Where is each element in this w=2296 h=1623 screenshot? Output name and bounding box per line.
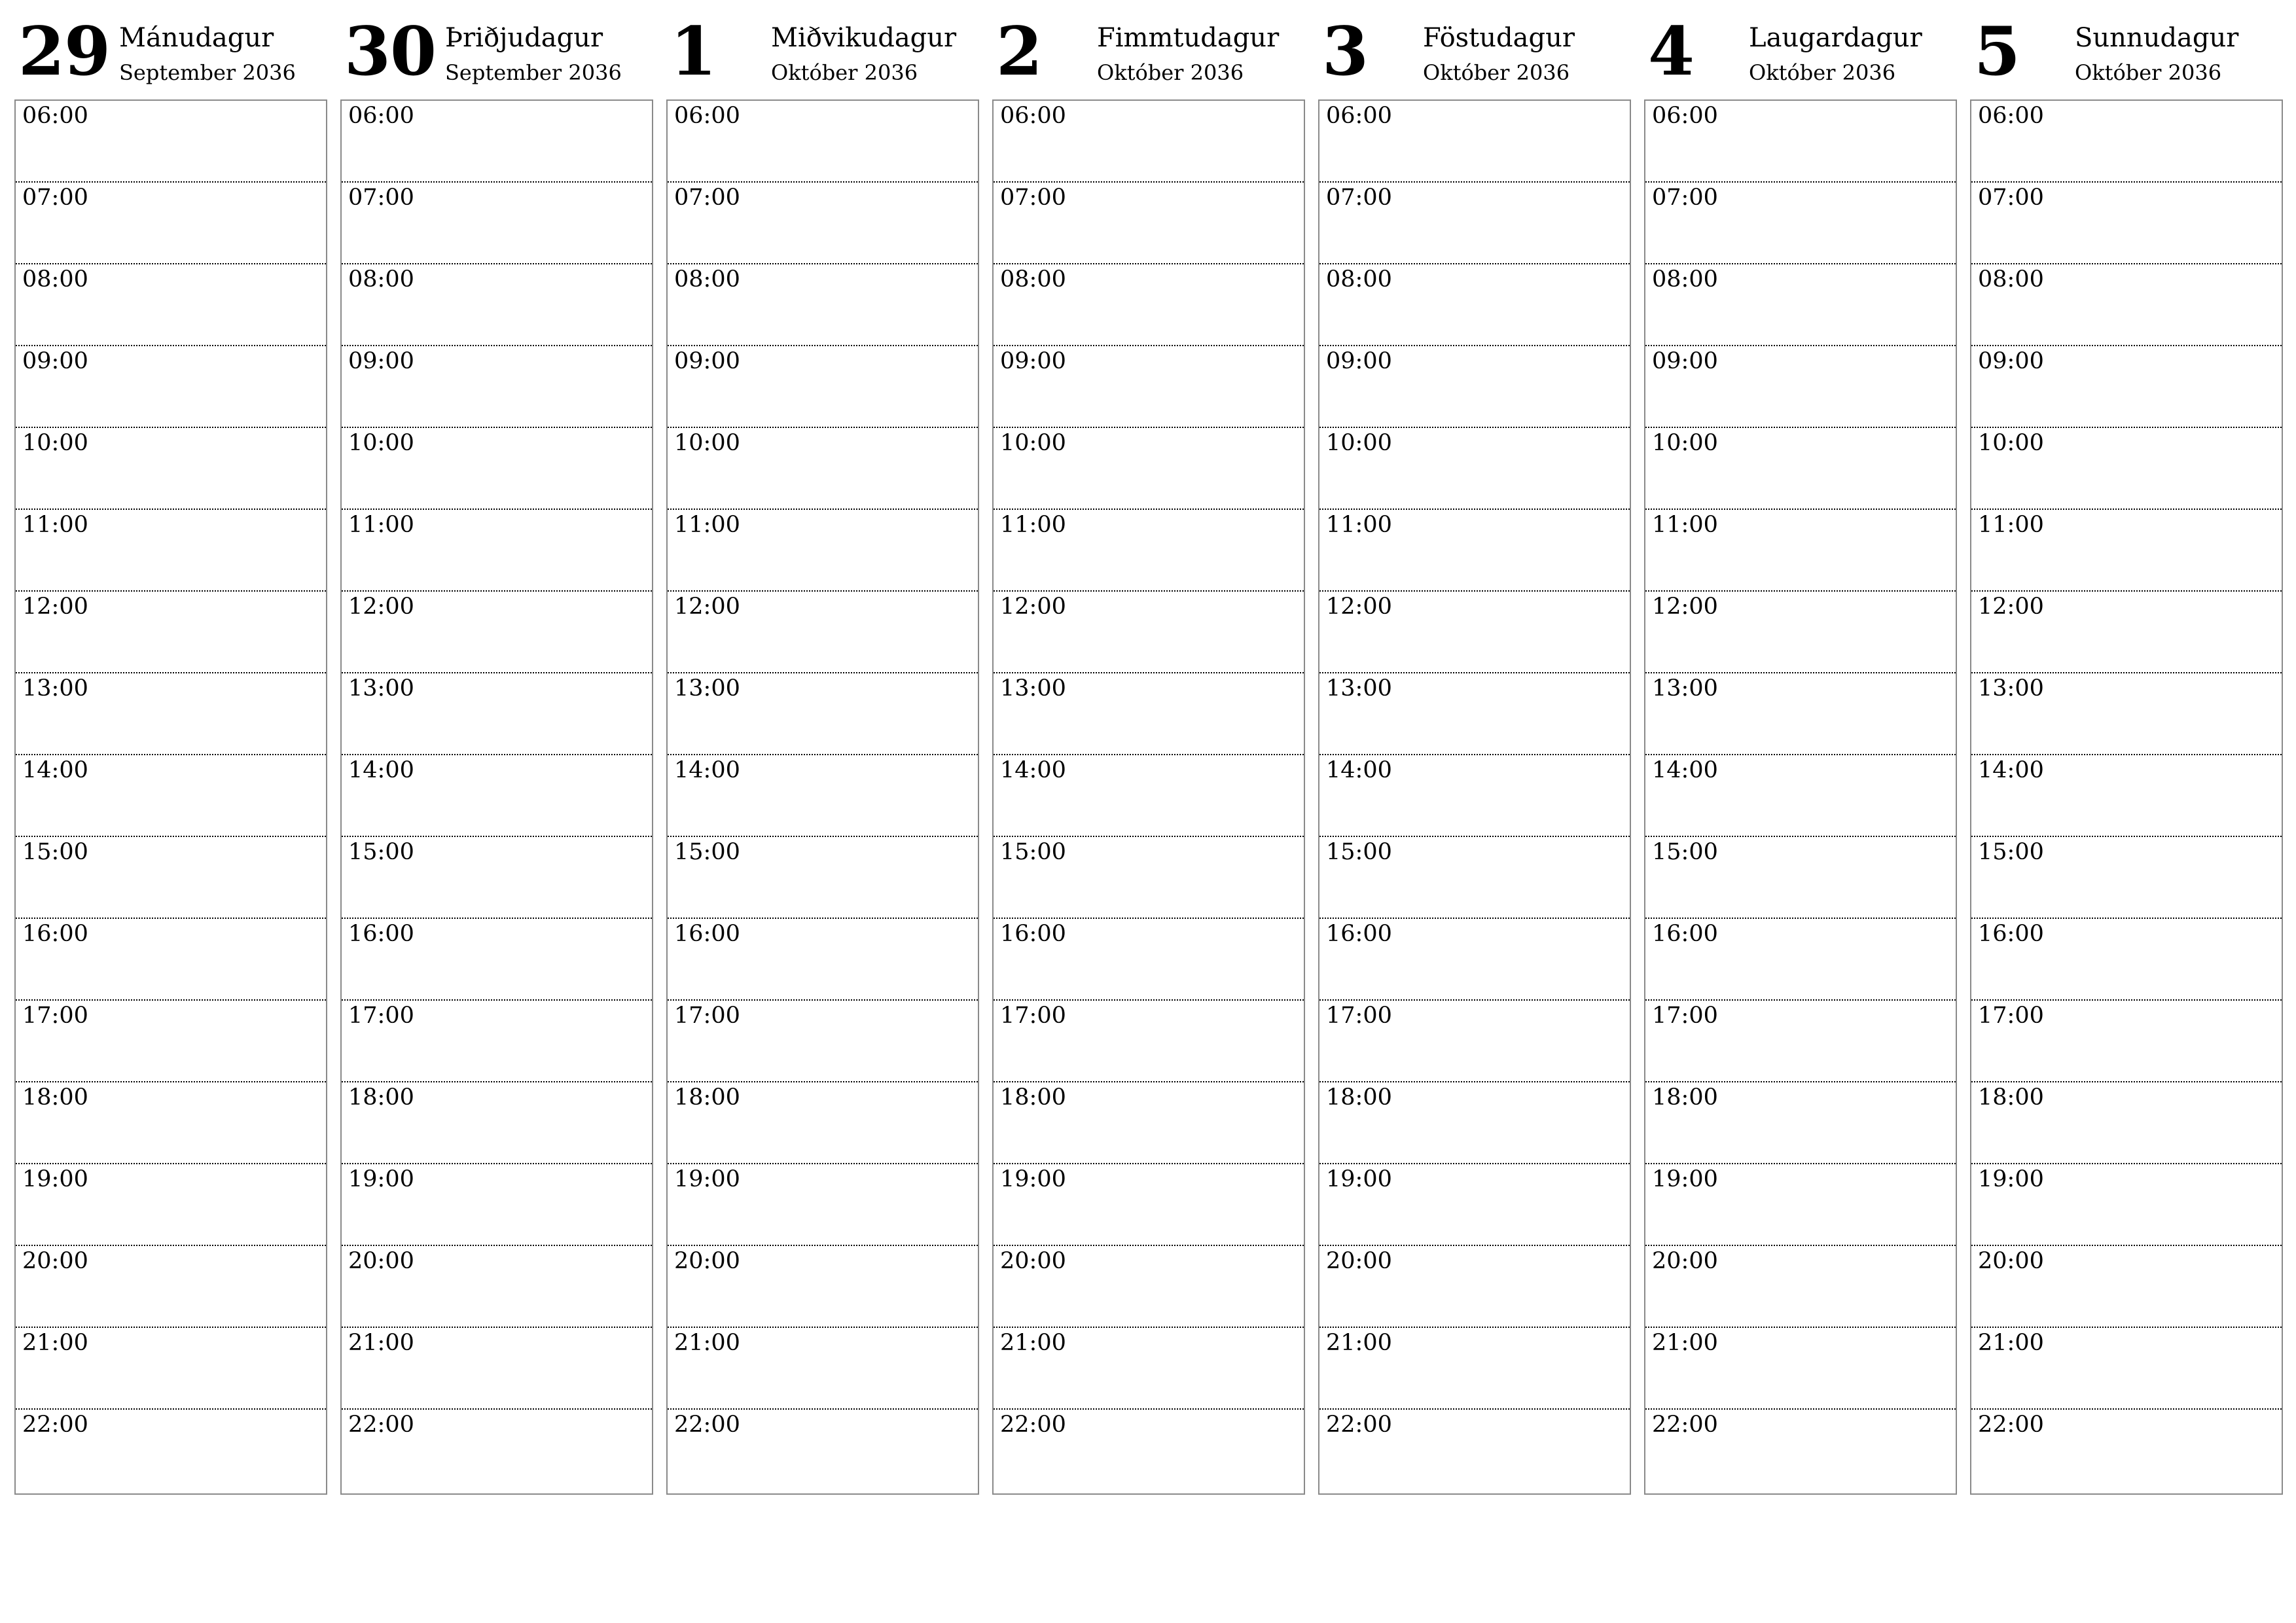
hour-slot[interactable] xyxy=(1971,919,2282,1001)
hour-slot[interactable] xyxy=(994,1328,1304,1410)
hour-label: 17:00 xyxy=(1326,1003,1392,1029)
hour-slot[interactable] xyxy=(16,510,326,592)
hour-slot[interactable] xyxy=(1971,1001,2282,1082)
hour-slot[interactable] xyxy=(994,1082,1304,1164)
hour-label: 13:00 xyxy=(674,675,740,702)
hour-label: 09:00 xyxy=(674,348,740,374)
hour-slot[interactable] xyxy=(1645,1246,1956,1328)
hour-slot[interactable] xyxy=(16,1328,326,1410)
hour-label: 15:00 xyxy=(348,839,414,865)
hour-slot[interactable] xyxy=(342,428,652,510)
hour-slot[interactable] xyxy=(668,101,978,183)
hour-slot[interactable] xyxy=(342,183,652,264)
hour-slot[interactable] xyxy=(1319,428,1630,510)
hour-slot[interactable] xyxy=(1319,1082,1630,1164)
hour-label: 22:00 xyxy=(348,1412,414,1438)
hour-slot[interactable] xyxy=(1971,346,2282,428)
hour-label: 11:00 xyxy=(1978,512,2044,538)
hour-label: 21:00 xyxy=(674,1330,740,1356)
hour-label: 08:00 xyxy=(1978,266,2044,293)
month-year-label: September 2036 xyxy=(445,60,622,85)
hour-label: 15:00 xyxy=(22,839,88,865)
hour-label: 17:00 xyxy=(1978,1003,2044,1029)
hour-slot[interactable] xyxy=(1319,1001,1630,1082)
day-header xyxy=(992,14,1305,99)
hour-slot[interactable] xyxy=(16,183,326,264)
hour-slot[interactable] xyxy=(994,919,1304,1001)
hour-slot[interactable] xyxy=(1645,837,1956,919)
hour-label: 08:00 xyxy=(674,266,740,293)
weekday-name: Fimmtudagur xyxy=(1097,23,1280,53)
hour-slot[interactable] xyxy=(668,1328,978,1410)
hour-label: 15:00 xyxy=(1652,839,1718,865)
day-number: 1 xyxy=(670,12,716,91)
hour-slot[interactable] xyxy=(994,592,1304,673)
hour-slot[interactable] xyxy=(1645,183,1956,264)
hour-slot[interactable] xyxy=(994,755,1304,837)
day-schedule-box xyxy=(1970,99,2283,1495)
hour-slot[interactable] xyxy=(668,1001,978,1082)
hour-slot[interactable] xyxy=(994,101,1304,183)
hour-label: 16:00 xyxy=(1978,921,2044,947)
hour-slot[interactable] xyxy=(994,1246,1304,1328)
hour-slot[interactable] xyxy=(1645,346,1956,428)
hour-slot[interactable] xyxy=(342,510,652,592)
hour-label: 21:00 xyxy=(1978,1330,2044,1356)
hour-slot[interactable] xyxy=(16,1410,326,1491)
hour-label: 18:00 xyxy=(1978,1084,2044,1111)
month-year-label: Október 2036 xyxy=(2075,60,2222,85)
day-number: 5 xyxy=(1974,12,2020,91)
hour-slot[interactable] xyxy=(994,1410,1304,1491)
hour-label: 07:00 xyxy=(1326,185,1392,211)
hour-slot[interactable] xyxy=(16,346,326,428)
hour-slot[interactable] xyxy=(342,673,652,755)
hour-slot[interactable] xyxy=(342,1246,652,1328)
hour-slot[interactable] xyxy=(668,183,978,264)
hour-label: 10:00 xyxy=(1326,430,1392,456)
day-number: 4 xyxy=(1648,12,1694,91)
hour-label: 08:00 xyxy=(22,266,88,293)
hour-label: 21:00 xyxy=(348,1330,414,1356)
hour-label: 10:00 xyxy=(674,430,740,456)
day-number: 2 xyxy=(996,12,1042,91)
day-schedule-box xyxy=(14,99,327,1495)
day-column xyxy=(1970,14,2283,1500)
hour-label: 18:00 xyxy=(1326,1084,1392,1111)
hour-slot[interactable] xyxy=(1319,1164,1630,1246)
weekday-name: Miðvikudagur xyxy=(771,23,957,53)
hour-slot[interactable] xyxy=(1319,919,1630,1001)
hour-label: 07:00 xyxy=(22,185,88,211)
hour-slot[interactable] xyxy=(342,1328,652,1410)
month-year-label: September 2036 xyxy=(119,60,296,85)
hour-slot[interactable] xyxy=(1319,264,1630,346)
day-schedule-box xyxy=(1644,99,1957,1495)
hour-slot[interactable] xyxy=(342,755,652,837)
hour-label: 18:00 xyxy=(1000,1084,1066,1111)
hour-slot[interactable] xyxy=(668,510,978,592)
day-schedule-box xyxy=(1318,99,1631,1495)
day-number: 30 xyxy=(344,12,436,91)
hour-label: 20:00 xyxy=(22,1248,88,1274)
hour-label: 08:00 xyxy=(1652,266,1718,293)
hour-slot[interactable] xyxy=(1645,592,1956,673)
hour-slot[interactable] xyxy=(668,837,978,919)
hour-label: 22:00 xyxy=(1000,1412,1066,1438)
hour-label: 06:00 xyxy=(1978,103,2044,129)
hour-label: 06:00 xyxy=(1326,103,1392,129)
weekly-planner xyxy=(14,14,2291,1500)
hour-slot[interactable] xyxy=(16,837,326,919)
day-number: 3 xyxy=(1322,12,1368,91)
hour-label: 09:00 xyxy=(22,348,88,374)
hour-slot[interactable] xyxy=(1645,510,1956,592)
hour-slot[interactable] xyxy=(668,1164,978,1246)
hour-label: 13:00 xyxy=(1978,675,2044,702)
hour-slot[interactable] xyxy=(668,346,978,428)
hour-slot[interactable] xyxy=(1319,755,1630,837)
hour-slot[interactable] xyxy=(1645,755,1956,837)
day-column xyxy=(14,14,327,1500)
hour-slot[interactable] xyxy=(1971,755,2282,837)
hour-label: 21:00 xyxy=(22,1330,88,1356)
hour-label: 18:00 xyxy=(1652,1084,1718,1111)
hour-label: 19:00 xyxy=(674,1166,740,1192)
hour-label: 13:00 xyxy=(1326,675,1392,702)
hour-label: 19:00 xyxy=(348,1166,414,1192)
hour-slot[interactable] xyxy=(1645,1410,1956,1491)
hour-label: 20:00 xyxy=(1978,1248,2044,1274)
hour-slot[interactable] xyxy=(668,1246,978,1328)
hour-slot[interactable] xyxy=(668,755,978,837)
hour-label: 10:00 xyxy=(348,430,414,456)
hour-slot[interactable] xyxy=(16,592,326,673)
hour-label: 16:00 xyxy=(1000,921,1066,947)
hour-slot[interactable] xyxy=(342,1410,652,1491)
hour-label: 06:00 xyxy=(22,103,88,129)
hour-label: 08:00 xyxy=(1326,266,1392,293)
hour-slot[interactable] xyxy=(16,1164,326,1246)
hour-slot[interactable] xyxy=(1971,1164,2282,1246)
hour-slot[interactable] xyxy=(342,346,652,428)
hour-label: 19:00 xyxy=(1326,1166,1392,1192)
hour-slot[interactable] xyxy=(1319,183,1630,264)
hour-slot[interactable] xyxy=(668,673,978,755)
hour-slot[interactable] xyxy=(1319,346,1630,428)
hour-slot[interactable] xyxy=(342,1164,652,1246)
hour-label: 07:00 xyxy=(1652,185,1718,211)
hour-slot[interactable] xyxy=(994,1001,1304,1082)
hour-label: 12:00 xyxy=(674,594,740,620)
hour-label: 08:00 xyxy=(348,266,414,293)
hour-slot[interactable] xyxy=(16,1246,326,1328)
hour-label: 22:00 xyxy=(1978,1412,2044,1438)
hour-label: 09:00 xyxy=(1326,348,1392,374)
hour-slot[interactable] xyxy=(1971,428,2282,510)
hour-slot[interactable] xyxy=(16,1001,326,1082)
hour-slot[interactable] xyxy=(1971,264,2282,346)
hour-slot[interactable] xyxy=(994,673,1304,755)
hour-label: 06:00 xyxy=(348,103,414,129)
hour-label: 17:00 xyxy=(674,1003,740,1029)
hour-label: 11:00 xyxy=(348,512,414,538)
hour-label: 16:00 xyxy=(674,921,740,947)
hour-label: 21:00 xyxy=(1652,1330,1718,1356)
hour-slot[interactable] xyxy=(1645,264,1956,346)
hour-label: 14:00 xyxy=(1978,757,2044,783)
hour-label: 22:00 xyxy=(1652,1412,1718,1438)
day-header xyxy=(14,14,327,99)
hour-label: 15:00 xyxy=(1978,839,2044,865)
hour-label: 19:00 xyxy=(1000,1166,1066,1192)
hour-slot[interactable] xyxy=(1645,1001,1956,1082)
hour-label: 17:00 xyxy=(22,1003,88,1029)
day-header xyxy=(1644,14,1957,99)
hour-label: 18:00 xyxy=(674,1084,740,1111)
day-column xyxy=(1644,14,1957,1500)
hour-label: 12:00 xyxy=(1652,594,1718,620)
hour-slot[interactable] xyxy=(994,510,1304,592)
hour-slot[interactable] xyxy=(16,755,326,837)
hour-slot[interactable] xyxy=(994,346,1304,428)
hour-slot[interactable] xyxy=(342,1082,652,1164)
hour-slot[interactable] xyxy=(1645,101,1956,183)
weekday-name: Laugardagur xyxy=(1749,23,1922,53)
weekday-name: Sunnudagur xyxy=(2075,23,2239,53)
hour-label: 17:00 xyxy=(1000,1003,1066,1029)
hour-label: 07:00 xyxy=(674,185,740,211)
hour-label: 09:00 xyxy=(1000,348,1066,374)
hour-label: 06:00 xyxy=(674,103,740,129)
hour-label: 20:00 xyxy=(348,1248,414,1274)
day-column xyxy=(340,14,653,1500)
hour-label: 22:00 xyxy=(674,1412,740,1438)
hour-label: 12:00 xyxy=(1326,594,1392,620)
day-schedule-box xyxy=(666,99,979,1495)
hour-label: 12:00 xyxy=(22,594,88,620)
hour-label: 12:00 xyxy=(348,594,414,620)
hour-label: 14:00 xyxy=(22,757,88,783)
hour-label: 11:00 xyxy=(674,512,740,538)
hour-slot[interactable] xyxy=(1971,837,2282,919)
day-number: 29 xyxy=(18,12,110,91)
hour-label: 22:00 xyxy=(1326,1412,1392,1438)
hour-slot[interactable] xyxy=(16,428,326,510)
hour-slot[interactable] xyxy=(1319,837,1630,919)
hour-label: 20:00 xyxy=(1652,1248,1718,1274)
hour-label: 18:00 xyxy=(348,1084,414,1111)
hour-label: 11:00 xyxy=(22,512,88,538)
hour-slot[interactable] xyxy=(1971,1410,2282,1491)
hour-slot[interactable] xyxy=(1971,1082,2282,1164)
hour-label: 13:00 xyxy=(1652,675,1718,702)
hour-slot[interactable] xyxy=(1971,101,2282,183)
hour-slot[interactable] xyxy=(1971,673,2282,755)
hour-slot[interactable] xyxy=(16,101,326,183)
hour-slot[interactable] xyxy=(668,1082,978,1164)
hour-slot[interactable] xyxy=(1319,1328,1630,1410)
hour-label: 13:00 xyxy=(22,675,88,702)
hour-slot[interactable] xyxy=(1645,1164,1956,1246)
hour-label: 17:00 xyxy=(1652,1003,1718,1029)
hour-label: 06:00 xyxy=(1000,103,1066,129)
hour-slot[interactable] xyxy=(1645,919,1956,1001)
hour-label: 11:00 xyxy=(1652,512,1718,538)
hour-slot[interactable] xyxy=(1645,1328,1956,1410)
month-year-label: Október 2036 xyxy=(1423,60,1570,85)
hour-slot[interactable] xyxy=(16,919,326,1001)
hour-label: 15:00 xyxy=(674,839,740,865)
hour-label: 14:00 xyxy=(1000,757,1066,783)
hour-label: 20:00 xyxy=(1000,1248,1066,1274)
hour-label: 12:00 xyxy=(1000,594,1066,620)
hour-label: 16:00 xyxy=(348,921,414,947)
hour-slot[interactable] xyxy=(668,428,978,510)
weekday-name: Þriðjudagur xyxy=(445,23,603,53)
hour-label: 09:00 xyxy=(1652,348,1718,374)
hour-slot[interactable] xyxy=(16,673,326,755)
hour-label: 14:00 xyxy=(674,757,740,783)
hour-slot[interactable] xyxy=(342,101,652,183)
hour-label: 13:00 xyxy=(1000,675,1066,702)
hour-slot[interactable] xyxy=(1319,592,1630,673)
hour-label: 12:00 xyxy=(1978,594,2044,620)
hour-label: 16:00 xyxy=(22,921,88,947)
hour-label: 18:00 xyxy=(22,1084,88,1111)
hour-label: 14:00 xyxy=(1326,757,1392,783)
hour-label: 07:00 xyxy=(1000,185,1066,211)
hour-slot[interactable] xyxy=(668,919,978,1001)
hour-label: 11:00 xyxy=(1326,512,1392,538)
day-header xyxy=(1970,14,2283,99)
hour-slot[interactable] xyxy=(1645,428,1956,510)
hour-label: 06:00 xyxy=(1652,103,1718,129)
hour-slot[interactable] xyxy=(16,264,326,346)
day-column xyxy=(1318,14,1631,1500)
month-year-label: Október 2036 xyxy=(1749,60,1896,85)
hour-slot[interactable] xyxy=(1645,1082,1956,1164)
hour-slot[interactable] xyxy=(994,837,1304,919)
day-schedule-box xyxy=(992,99,1305,1495)
hour-label: 20:00 xyxy=(674,1248,740,1274)
hour-label: 19:00 xyxy=(1978,1166,2044,1192)
day-header xyxy=(340,14,653,99)
day-column xyxy=(992,14,1305,1500)
hour-label: 10:00 xyxy=(1000,430,1066,456)
hour-slot[interactable] xyxy=(668,264,978,346)
hour-slot[interactable] xyxy=(16,1082,326,1164)
hour-label: 07:00 xyxy=(1978,185,2044,211)
hour-slot[interactable] xyxy=(1971,1328,2282,1410)
hour-slot[interactable] xyxy=(668,1410,978,1491)
hour-slot[interactable] xyxy=(1971,592,2282,673)
hour-slot[interactable] xyxy=(1971,1246,2282,1328)
day-header xyxy=(666,14,979,99)
hour-label: 11:00 xyxy=(1000,512,1066,538)
month-year-label: Október 2036 xyxy=(1097,60,1244,85)
hour-label: 08:00 xyxy=(1000,266,1066,293)
hour-slot[interactable] xyxy=(1319,101,1630,183)
hour-slot[interactable] xyxy=(994,428,1304,510)
hour-label: 16:00 xyxy=(1326,921,1392,947)
hour-label: 17:00 xyxy=(348,1003,414,1029)
hour-slot[interactable] xyxy=(1645,673,1956,755)
hour-label: 20:00 xyxy=(1326,1248,1392,1274)
hour-label: 09:00 xyxy=(348,348,414,374)
hour-label: 10:00 xyxy=(1652,430,1718,456)
hour-label: 14:00 xyxy=(348,757,414,783)
hour-label: 16:00 xyxy=(1652,921,1718,947)
hour-slot[interactable] xyxy=(1971,510,2282,592)
hour-label: 19:00 xyxy=(22,1166,88,1192)
hour-slot[interactable] xyxy=(342,264,652,346)
hour-label: 09:00 xyxy=(1978,348,2044,374)
hour-label: 19:00 xyxy=(1652,1166,1718,1192)
hour-label: 07:00 xyxy=(348,185,414,211)
hour-label: 21:00 xyxy=(1326,1330,1392,1356)
weekday-name: Föstudagur xyxy=(1423,23,1575,53)
day-schedule-box xyxy=(340,99,653,1495)
hour-label: 22:00 xyxy=(22,1412,88,1438)
hour-slot[interactable] xyxy=(342,1001,652,1082)
hour-label: 13:00 xyxy=(348,675,414,702)
hour-slot[interactable] xyxy=(1971,183,2282,264)
hour-slot[interactable] xyxy=(668,592,978,673)
month-year-label: Október 2036 xyxy=(771,60,918,85)
day-column xyxy=(666,14,979,1500)
hour-label: 10:00 xyxy=(1978,430,2044,456)
hour-slot[interactable] xyxy=(342,837,652,919)
hour-slot[interactable] xyxy=(1319,510,1630,592)
hour-label: 14:00 xyxy=(1652,757,1718,783)
hour-slot[interactable] xyxy=(994,1164,1304,1246)
hour-label: 15:00 xyxy=(1000,839,1066,865)
hour-slot[interactable] xyxy=(1319,673,1630,755)
hour-label: 21:00 xyxy=(1000,1330,1066,1356)
hour-slot[interactable] xyxy=(994,264,1304,346)
hour-label: 10:00 xyxy=(22,430,88,456)
day-header xyxy=(1318,14,1631,99)
hour-slot[interactable] xyxy=(1319,1410,1630,1491)
hour-slot[interactable] xyxy=(342,919,652,1001)
hour-label: 15:00 xyxy=(1326,839,1392,865)
weekday-name: Mánudagur xyxy=(119,23,274,53)
hour-slot[interactable] xyxy=(342,592,652,673)
hour-slot[interactable] xyxy=(994,183,1304,264)
hour-slot[interactable] xyxy=(1319,1246,1630,1328)
